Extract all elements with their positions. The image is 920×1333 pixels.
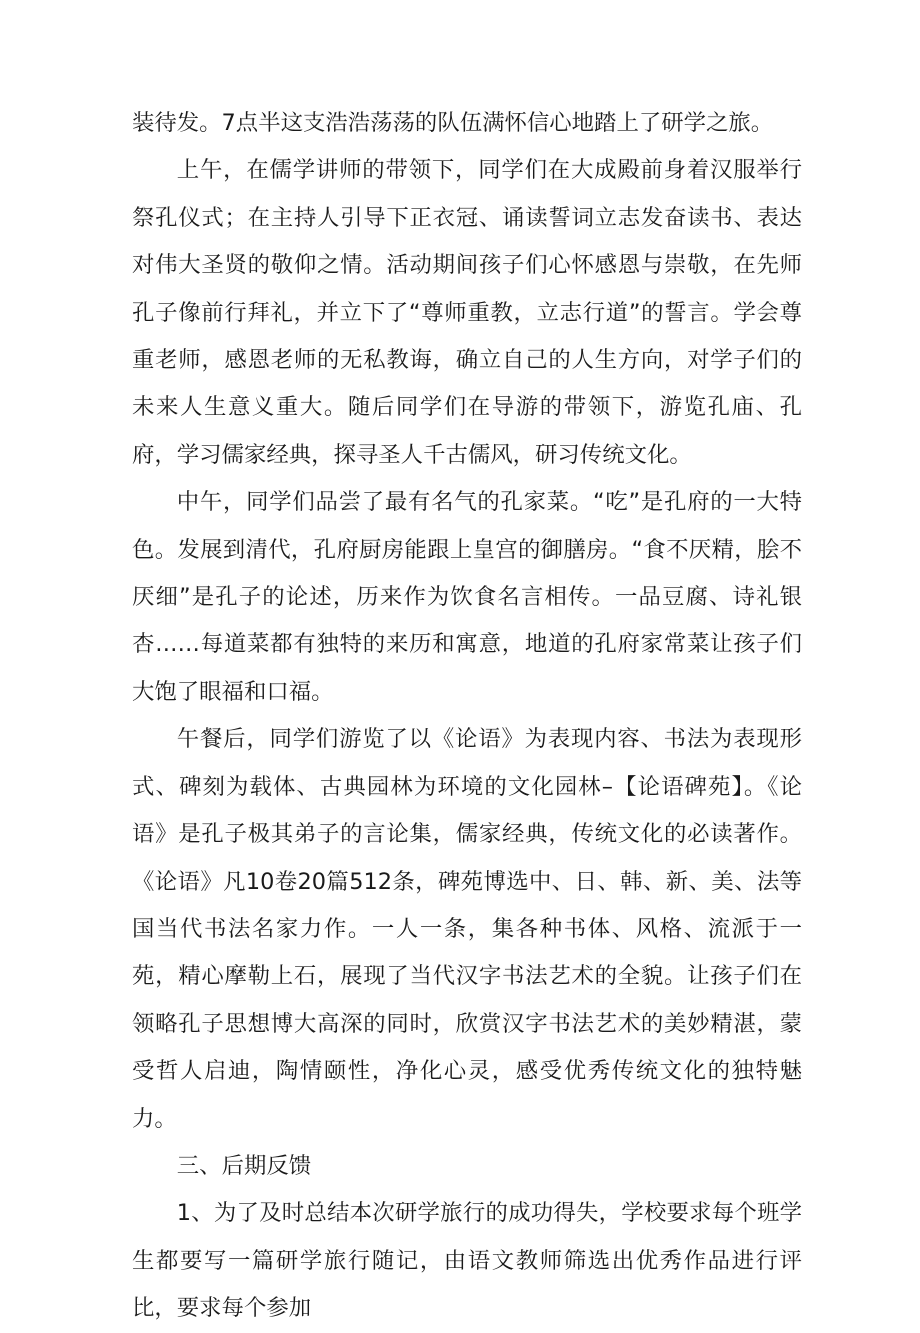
paragraph-afternoon: 午餐后，同学们游览了以《论语》为表现内容、书法为表现形式、碑刻为载体、古典园林为环境的文化园林–【论语碑苑】。《论语》是孔子极其弟子的言论集，儒家经典，传统文化的必读著作。《论语》凡10卷20篇512条，碑苑博选中、日、韩、新、美、法等国当代书法名家力作。一人一条，集各种书体、风格、流派于一苑，精心摩勒上石，展现了当代汉字书法艺术的全貌。让孩子们在领略孔子思想博大高深的同时，欣赏汉字书法艺术的美妙精湛，蒙受哲人启迪，陶情颐性，净化心灵，感受优秀传统文化的独特魅力。 [132,726,802,1132]
paragraph-continuation: 装待发。7点半这支浩浩荡荡的队伍满怀信心地踏上了研学之旅。 [132,110,774,136]
document-body [132,100,802,1333]
paragraph-morning: 上午，在儒学讲师的带领下，同学们在大成殿前身着汉服举行祭孔仪式；在主持人引导下正衣冠、诵读誓词立志发奋读书、表达对伟大圣贤的敬仰之情。活动期间孩子们心怀感恩与崇敬，在先师孔子像前行拜礼，并立下了“尊师重教，立志行道”的誓言。学会尊重老师，感恩老师的无私教诲，确立自己的人生方向，对学子们的未来人生意义重大。随后同学们在导游的带领下，游览孔庙、孔府，学习儒家经典，探寻圣人千古儒风，研习传统文化。 [132,157,802,468]
paragraph-feedback-1: 1、为了及时总结本次研学旅行的成功得失，学校要求每个班学生都要写一篇研学旅行随记，由语文教师筛选出优秀作品进行评比，要求每个参加 [132,1200,802,1322]
paragraph-noon: 中午，同学们品尝了最有名气的孔家菜。“吃”是孔府的一大特色。发展到清代，孔府厨房能跟上皇宫的御膳房。“食不厌精，脍不厌细”是孔子的论述，历来作为饮食名言相传。一品豆腐、诗礼银杏……每道菜都有独特的来历和寓意，地道的孔府家常菜让孩子们大饱了眼福和口福。 [132,489,802,705]
section-heading: 三、后期反馈 [176,1152,312,1179]
